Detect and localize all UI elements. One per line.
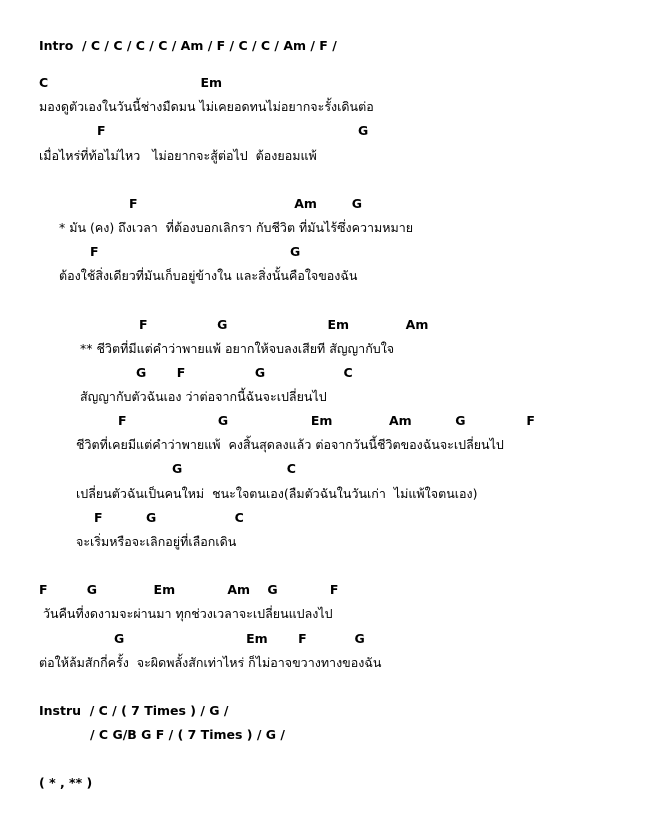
chorus-lyric-5: จะเริ่มหรือจะเลิกอยู่ที่เลือกเดิน bbox=[76, 534, 237, 549]
bridge-chords-1: F G Em Am G F bbox=[39, 582, 339, 597]
intro-line: Intro / C / C / C / C / Am / F / C / C / Am / F / bbox=[39, 38, 337, 53]
pre-chorus-chords-1: F Am G bbox=[129, 196, 362, 211]
chorus-lyric-3: ชีวิตที่เคยมีแต่คำว่าพายแพ้ คงสิ้นสุดลงแล้ว ต่อจากวันนี้ชีวิตของฉันจะเปลี่ยนไป bbox=[76, 437, 504, 452]
chorus-chords-4: G C bbox=[172, 461, 296, 476]
verse1-lyric-2: เมื่อไหร่ที่ท้อไม่ไหว ไม่อยากจะสู้ต่อไป ต้องยอมแพ้ bbox=[39, 148, 317, 163]
chorus-lyric-1: ** ชีวิตที่มีแต่คำว่าพายแพ้ อยากให้จบลงเสียที สัญญากับใจ bbox=[80, 341, 395, 356]
pre-chorus-chords-2: F G bbox=[90, 244, 301, 259]
instrumental-line-1: Instru / C / ( 7 Times ) / G / bbox=[39, 703, 229, 718]
chorus-chords-5: F G C bbox=[94, 510, 244, 525]
pre-chorus-lyric-2: ต้องใช้สิ่งเดียวที่มันเก็บอยู่ข้างใน และสิ่งนั้นคือใจของฉัน bbox=[59, 268, 358, 283]
chorus-chords-2: G F G C bbox=[136, 365, 353, 380]
chorus-chords-3: F G Em Am G F bbox=[118, 413, 535, 428]
bridge-lyric-1: วันคืนที่งดงามจะผ่านมา ทุกช่วงเวลาจะเปลี่ยนแปลงไป bbox=[43, 606, 333, 621]
bridge-chords-2: G Em F G bbox=[114, 631, 365, 646]
bridge-lyric-2: ต่อให้ล้มสักกี่ครั้ง จะผิดพลั้งสักเท่าไหร่ ก็ไม่อาจขวางทางของฉัน bbox=[39, 655, 382, 670]
instrumental-line-2: / C G/B G F / ( 7 Times ) / G / bbox=[90, 727, 285, 742]
pre-chorus-lyric-1: * มัน (คง) ถึงเวลา ที่ต้องบอกเลิกรา กับชีวิต ที่มันไร้ซึ่งความหมาย bbox=[59, 220, 414, 235]
chorus-chords-1: F G Em Am bbox=[139, 317, 429, 332]
chorus-lyric-2: สัญญากับตัวฉันเอง ว่าต่อจากนี้ฉันจะเปลี่ยนไป bbox=[80, 389, 327, 404]
verse1-lyric-1: มองดูตัวเองในวันนี้ช่างมืดมน ไม่เคยอดทนไม่อยากจะรั้งเดินต่อ bbox=[39, 99, 374, 114]
verse1-chords-1: C Em bbox=[39, 75, 223, 90]
repeat-marker: ( * , ** ) bbox=[39, 775, 93, 790]
chorus-lyric-4: เปลี่ยนตัวฉันเป็นคนใหม่ ชนะใจตนเอง(ลืมตัวฉันในวันเก่า ไม่แพ้ใจตนเอง) bbox=[76, 486, 478, 501]
verse1-chords-2: F G bbox=[97, 123, 369, 138]
